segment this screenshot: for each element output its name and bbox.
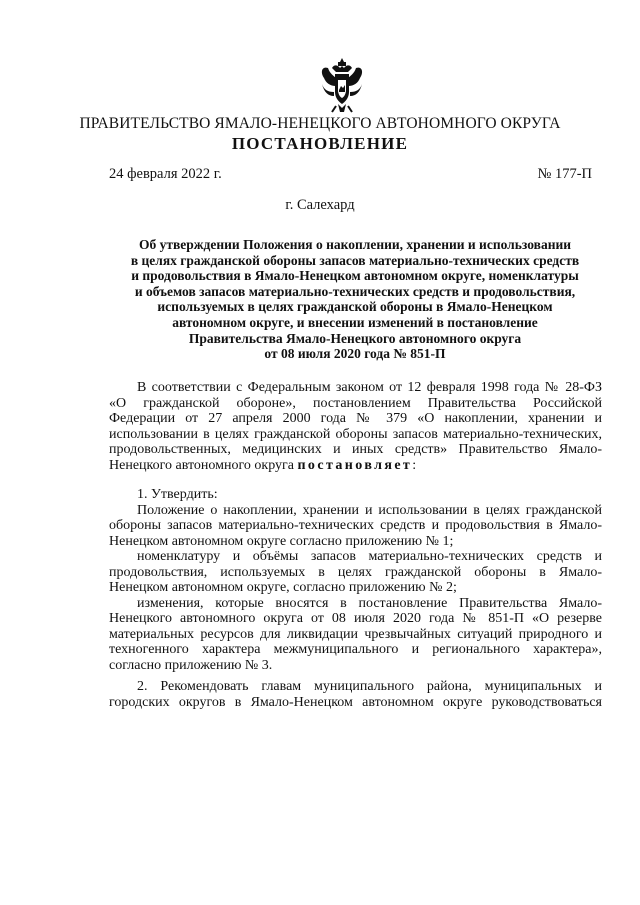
item-1b-paragraph bbox=[109, 549, 602, 596]
body-line: Ненецкого автономного округа от 08 июля 2020 года № 851-П «О резерве bbox=[109, 611, 602, 626]
body-line: Положение о накоплении, хранении и использовании в целях гражданской bbox=[137, 502, 602, 518]
body-line: «О гражданской обороне», постановлением Правительства Российской bbox=[109, 395, 602, 411]
body-line: изменения, которые вносятся в постановление Правительства Ямало- bbox=[137, 595, 602, 611]
title-line: Правительства Ямало-Ненецкого автономного округа bbox=[188, 330, 522, 346]
document-title bbox=[100, 237, 610, 362]
body-line: продовольственных, медицинских и иных средств» Правительство Ямало- bbox=[109, 442, 602, 457]
body-line: В соответствии с Федеральным законом от 12 февраля 1998 года № 28-ФЗ bbox=[137, 380, 602, 395]
title-line: в целях гражданской обороны запасов материально-технических средств bbox=[130, 252, 580, 268]
body-line: согласно приложению № 3. bbox=[109, 657, 273, 673]
document-body bbox=[109, 380, 602, 710]
item-1-heading: 1. Утвердить: bbox=[137, 487, 218, 502]
title-line: и продовольствия в Ямало-Ненецком автономном округе, номенклатуры bbox=[131, 268, 579, 284]
body-line: номенклатуру и объёмы запасов материально-технических средств и bbox=[137, 549, 602, 564]
item-1c-paragraph bbox=[109, 596, 602, 674]
body-line: Ненецком автономном округе согласно приложению № 1; bbox=[109, 533, 454, 549]
title-line: используемых в целях гражданской обороны в Ямало-Ненецком bbox=[157, 299, 553, 315]
document-number: № 177-П bbox=[537, 166, 592, 182]
title-line: автономном округе, и внесении изменений в постановление bbox=[172, 314, 538, 330]
body-line: Ненецком автономном округе, согласно приложению № 2; bbox=[109, 580, 457, 595]
title-line: Об утверждении Положения о накоплении, хранении и использовании bbox=[138, 237, 572, 252]
decree-word: постановляет bbox=[297, 457, 413, 473]
document-type: ПОСТАНОВЛЕНИЕ bbox=[231, 134, 409, 153]
item-1a-paragraph bbox=[109, 503, 602, 550]
organization-name: ПРАВИТЕЛЬСТВО ЯМАЛО-НЕНЕЦКОГО АВТОНОМНОГО ОКРУГА bbox=[79, 115, 561, 132]
body-line: Федерации от 27 апреля 2000 года № 379 «О накоплении, хранении и bbox=[109, 411, 602, 426]
preamble-last-text: Ненецкого автономного округа bbox=[109, 457, 294, 473]
body-line: материальных ресурсов для ликвидации чрезвычайных ситуаций природного и bbox=[109, 626, 602, 642]
body-line: использовании в целях гражданской обороны запасов материально-технических, bbox=[109, 426, 602, 442]
body-line: 2. Рекомендовать главам муниципального района, муниципальных и bbox=[137, 679, 602, 694]
body-line: техногенного характера межмуниципального и регионального характера», bbox=[109, 642, 602, 657]
body-line: обороны запасов материально-технических средств и продовольствия в Ямало- bbox=[109, 518, 602, 533]
coat-of-arms-emblem bbox=[318, 56, 366, 116]
body-line: продовольствия, используемых в целях гражданской обороны в Ямало- bbox=[109, 564, 602, 580]
body-line bbox=[109, 458, 602, 474]
body-line: городских округов в Ямало-Ненецком автономном округе руководствоваться bbox=[109, 694, 602, 710]
document-city: г. Салехард bbox=[285, 197, 355, 213]
title-line: от 08 июля 2020 года № 851-П bbox=[264, 346, 446, 362]
document-date: 24 февраля 2022 г. bbox=[109, 166, 222, 182]
decree-colon: : bbox=[412, 457, 417, 473]
preamble-paragraph bbox=[109, 380, 602, 473]
title-line: и объемов запасов материально-технических средств и продовольствия, bbox=[134, 283, 576, 299]
item-2-paragraph bbox=[109, 679, 602, 710]
